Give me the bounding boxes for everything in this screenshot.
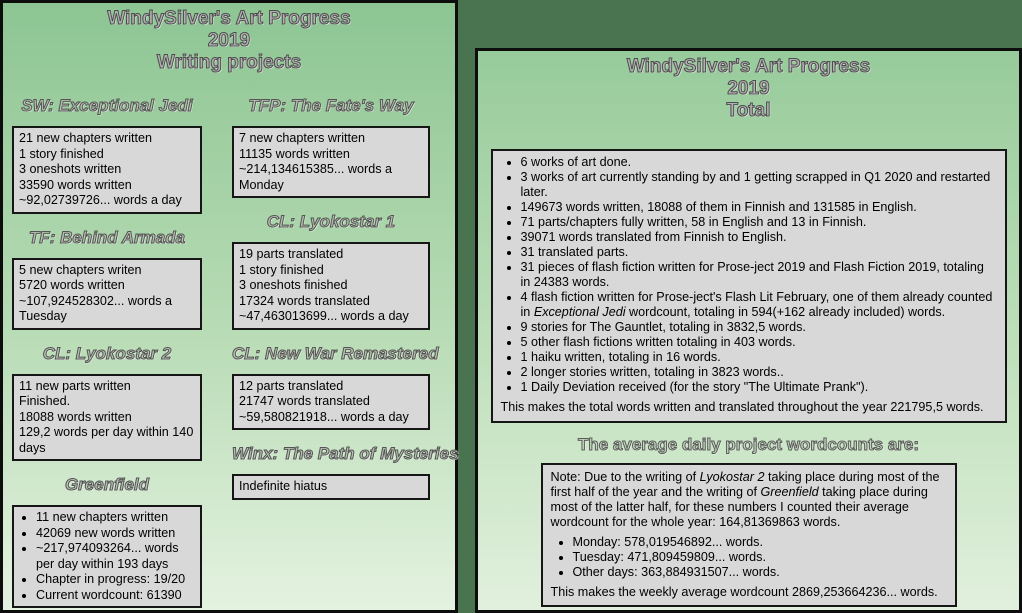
right-panel-title (478, 51, 1019, 122)
project-box-tfp-the-fates-way (232, 126, 430, 198)
total-panel (475, 48, 1022, 613)
list-item: • 6 works of art done. (521, 155, 997, 170)
title-line-1: WindySilver's Art Progress (626, 56, 871, 77)
projects-columns (3, 82, 459, 608)
left-panel-title (3, 3, 455, 74)
title-line-3: Total (726, 100, 771, 121)
projects-column-right (232, 82, 459, 608)
list-item: 129,2 words per day within 140 days (19, 425, 194, 455)
list-item: 17324 words translated (239, 293, 370, 308)
weekly-summary: This makes the weekly average wordcount 2869,253664236... words. (550, 585, 938, 599)
list-item: ~59,580821918... words a day (239, 409, 409, 424)
note-text: Note: Due to the writing of Lyokostar 2 taking place during most of the first half of the year and the writing of Greenfield taking place during most of the latter half, for these numbers I counted their average wordcount for the whole year: 164,81369863 words. (550, 470, 940, 529)
list-item: • 11 new chapters written (36, 510, 195, 526)
list-item: 18088 words written (19, 409, 132, 424)
project-lines (19, 379, 195, 457)
project-box-cl-lyokostar-2 (12, 374, 202, 462)
project-box-tf-behind-armada (12, 258, 202, 330)
list-item: 12 parts translated (239, 378, 344, 393)
list-item: • 4 flash fiction written for Prose-ject's Flash Lit February, one of them already counted in Exceptional Jedi wordcount, totaling in 594(+162 already included) words. (521, 290, 997, 320)
list-item: • ~217,974093264... words per day within 193 days (36, 541, 195, 572)
list-item: • Current wordcount: 61390 (36, 588, 195, 604)
list-item: • Monday: 578,019546892... words. (573, 535, 947, 550)
list-item: • 31 pieces of flash fiction written for Prose-ject 2019 and Flash Fiction 2019, totaling in 24383 words. (521, 260, 997, 290)
list-item: • 1 haiku written, totaling in 16 words. (521, 350, 997, 365)
project-heading-greenfield: Greenfield (64, 475, 150, 494)
list-item: 11 new parts written (19, 378, 131, 393)
list-item: ~214,134615385... words a Monday (239, 162, 392, 192)
writing-projects-panel (0, 0, 458, 613)
list-item: 21747 words translated (239, 394, 370, 408)
average-wordcounts-heading: The average daily project wordcounts are: (577, 435, 920, 454)
list-item: 33590 words written (19, 177, 132, 192)
list-item: 3 oneshots written (19, 162, 122, 176)
project-bullets (19, 510, 195, 603)
list-item: • 71 parts/chapters fully written, 58 in English and 13 in Finnish. (521, 215, 997, 230)
project-lines (19, 263, 195, 325)
project-lines (239, 479, 423, 495)
title-line-3: Writing projects (156, 52, 302, 73)
project-box-cl-lyokostar-1 (232, 242, 430, 330)
list-item: ~107,924528302... words a Tuesday (19, 293, 172, 323)
list-item: ~47,463013699... words a day (239, 309, 409, 323)
project-heading-cl-lyokostar-2: CL: Lyokostar 2 (42, 343, 172, 363)
average-bullet-list (551, 535, 947, 580)
list-item: 19 parts translated (239, 247, 344, 261)
project-box-sw-exceptional-jedi (12, 126, 202, 214)
project-heading-tfp-the-fates-way: TFP: The Fate's Way (248, 96, 414, 115)
list-item: Finished. (19, 394, 71, 408)
project-box-cl-new-war-remastered (232, 374, 430, 431)
project-heading-cl-lyokostar-1: CL: Lyokostar 1 (266, 212, 396, 231)
project-heading-sw-exceptional-jedi: SW: Exceptional Jedi (21, 96, 193, 115)
project-lines (19, 131, 195, 209)
list-item: 11135 words written (239, 146, 350, 161)
project-lines (239, 131, 423, 193)
list-item: • 39071 words translated from Finnish to English. (521, 230, 997, 245)
list-item: • 3 works of art currently standing by and 1 getting scrapped in Q1 2020 and restarted later. (521, 170, 997, 200)
list-item: 3 oneshots finished (239, 278, 348, 292)
project-heading-winx-path-of-mysteries: Winx: The Path of Mysteries (232, 444, 459, 463)
totals-summary: This makes the total words written and translated throughout the year 221795,5 words. (500, 400, 984, 414)
list-item: • 42069 new words written (36, 526, 195, 542)
average-note-box (541, 463, 957, 607)
list-item: • Other days: 363,884931507... words. (573, 565, 947, 580)
list-item: Indefinite hiatus (239, 479, 328, 493)
project-heading-tf-behind-armada: TF: Behind Armada (28, 227, 186, 247)
list-item: • 2 longer stories written, totaling in 3823 words.. (521, 365, 997, 380)
project-lines (239, 247, 423, 325)
list-item: 21 new chapters written (19, 131, 153, 145)
project-box-winx-path-of-mysteries (232, 474, 430, 500)
list-item: 5 new chapters writen (19, 262, 142, 277)
list-item: 7 new chapters written (239, 131, 365, 145)
project-heading-cl-new-war-remastered: CL: New War Remastered (232, 343, 439, 363)
title-line-1: WindySilver's Art Progress (107, 8, 351, 29)
list-item: • 149673 words written, 18088 of them in Finnish and 131585 in English. (521, 200, 997, 215)
totals-box (491, 149, 1007, 423)
list-item: • 1 Daily Deviation received (for the story "The Ultimate Prank"). (521, 380, 997, 395)
list-item: • 31 translated parts. (521, 245, 997, 260)
project-lines (239, 379, 423, 426)
title-line-2: 2019 (207, 30, 251, 51)
totals-bullet-list (501, 155, 997, 395)
project-box-greenfield (12, 505, 202, 608)
list-item: 1 story finished (19, 146, 104, 161)
list-item: 5720 words written (19, 278, 125, 292)
list-item: • 9 stories for The Gauntlet, totaling in 3832,5 words. (521, 320, 997, 335)
list-item: • Tuesday: 471,809459809... words. (573, 550, 947, 565)
title-line-2: 2019 (727, 78, 770, 99)
list-item: 1 story finished (239, 262, 324, 277)
list-item: • Chapter in progress: 19/20 (36, 572, 195, 588)
projects-column-left (12, 82, 202, 608)
list-item: ~92,02739726... words a day (19, 193, 182, 207)
list-item: • 5 other flash fictions written totaling in 403 words. (521, 335, 997, 350)
